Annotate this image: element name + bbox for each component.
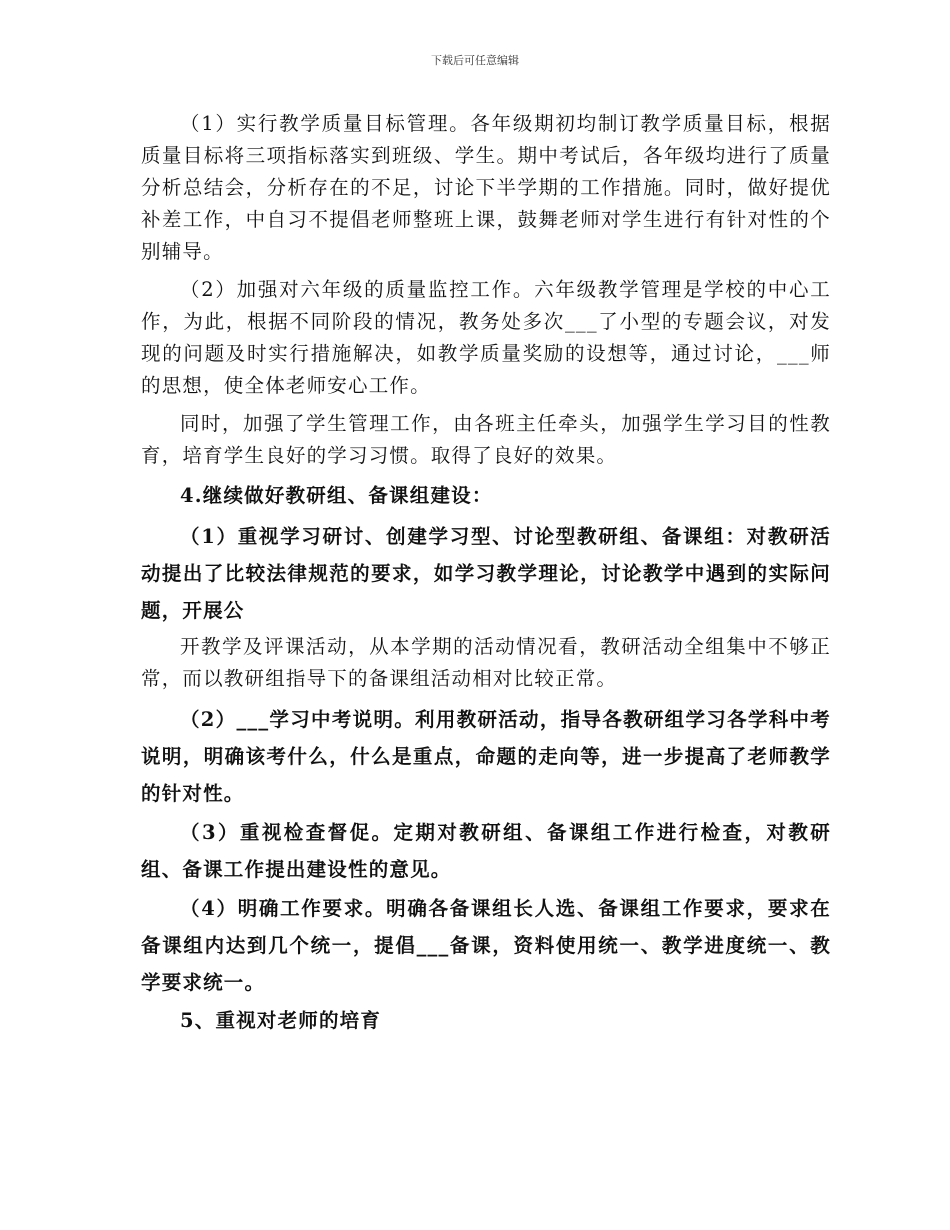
paragraph-exam-guide: （2）___学习中考说明。利用教研活动，指导各教研组学习各学科中考说明，明确该考什么，什么是重点，命题的走向等，进一步提高了老师教学的针对性。 (141, 708, 831, 805)
paragraph-student-management: 同时，加强了学生管理工作，由各班主任牵头，加强学生学习目的性教育，培育学生良好的学习习惯。取得了良好的效果。 (141, 412, 831, 467)
page-header: 下载后可任意编辑 (431, 54, 519, 67)
section-heading-research-groups: 4.继续做好教研组、备课组建设： (180, 484, 493, 507)
paragraph-work-requirements: （4）明确工作要求。明确各备课组长人选、备课组工作要求，要求在备课组内达到几个统一，提倡___备课，资料使用统一、教学进度统一、教学要求统一。 (141, 897, 831, 994)
paragraph-quality-target: （1）实行教学质量目标管理。各年级期初均制订教学质量目标，根据质量目标将三项指标落实到班级、学生。期中考试后，各年级均进行了质量分析总结会，分析存在的不足，讨论下半学期的工作措施。同时，做好提优补差工作，中自习不提倡老师整班上课，鼓舞老师对学生进行有针对性的个别辅导。 (141, 112, 831, 263)
paragraph-inspection: （3）重视检查督促。定期对教研组、备课组工作进行检查，对教研组、备课工作提出建设性的意见。 (141, 821, 831, 881)
document-body (141, 108, 831, 1043)
paragraph-research-study: （1）重视学习研讨、创建学习型、讨论型教研组、备课组：对教研活动提出了比较法律规范的要求，如学习教学理论，讨论教学中遇到的实际问题，开展公 (141, 525, 831, 622)
paragraph-open-teaching: 开教学及评课活动，从本学期的活动情况看，教研活动全组集中不够正常，而以教研组指导下的备课组活动相对比较正常。 (141, 635, 831, 690)
section-heading-teacher-training: 5、重视对老师的培育 (180, 1009, 382, 1032)
paragraph-grade-six-monitoring: （2）加强对六年级的质量监控工作。六年级教学管理是学校的中心工作，为此，根据不同阶段的情况，教务处多次___了小型的专题会议，对发现的问题及时实行措施解决，如教学质量奖励的设想等，通过讨论，___师的思想，使全体老师安心工作。 (141, 278, 831, 397)
